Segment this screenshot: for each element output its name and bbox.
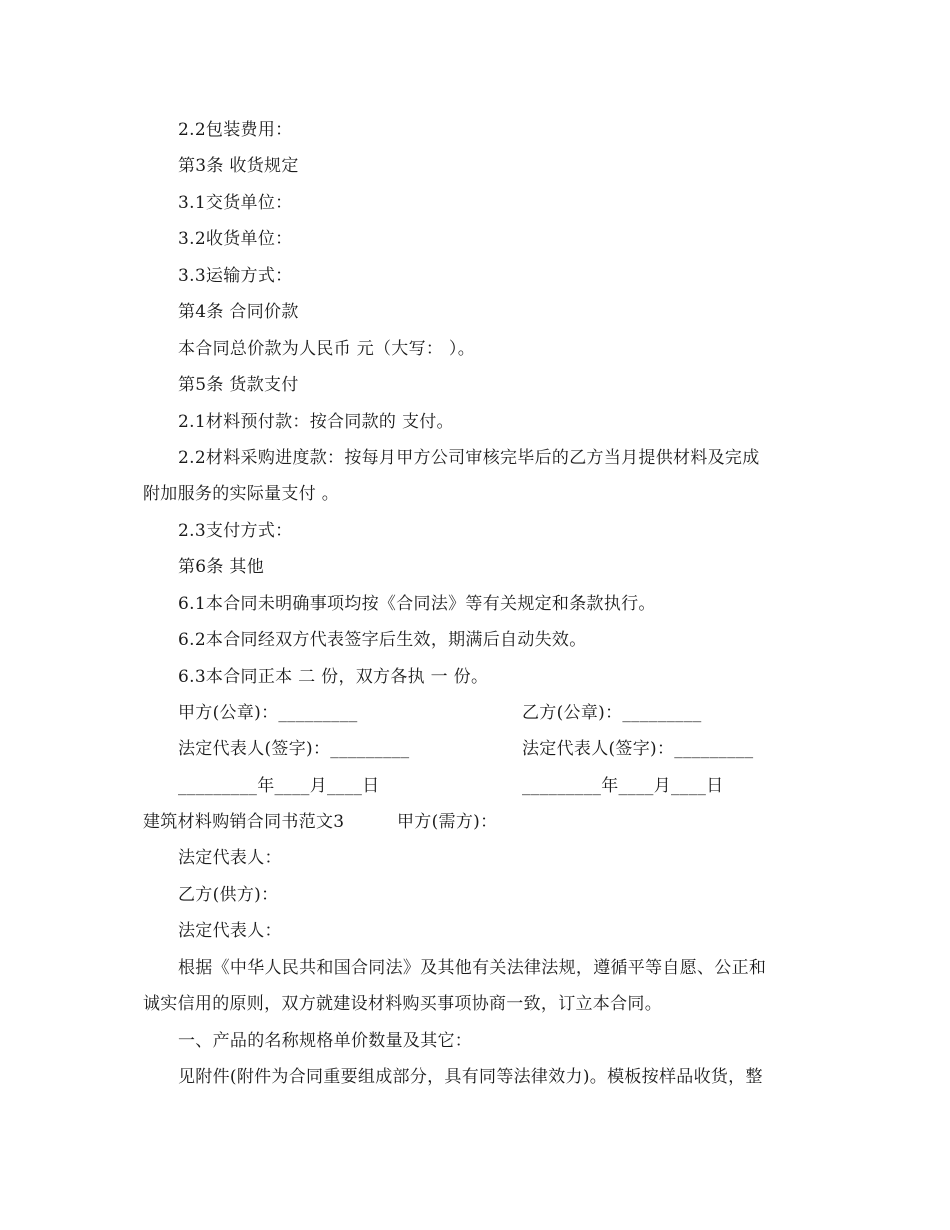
article-4-heading: 第4条 合同价款 <box>178 302 299 322</box>
clause-2-2-progress-line2: 附加服务的实际量支付 。 <box>143 484 340 504</box>
preamble-line1: 根据《中华人民共和国合同法》及其他有关法律法规，遵循平等自愿、公正和 <box>178 958 767 978</box>
total-price-clause: 本合同总价款为人民币 元（大写： ）。 <box>178 339 476 359</box>
preamble-line2: 诚实信用的原则，双方就建设材料购买事项协商一致，订立本合同。 <box>143 994 662 1014</box>
clause-3-1-delivery-unit: 3.1交货单位： <box>178 193 293 213</box>
clause-6-1: 6.1本合同未明确事项均按《合同法》等有关规定和条款执行。 <box>178 594 656 614</box>
article-5-heading: 第5条 货款支付 <box>178 375 299 395</box>
article-6-heading: 第6条 其他 <box>178 557 265 577</box>
clause-2-2-progress-line1: 2.2材料采购进度款：按每月甲方公司审核完毕后的乙方当月提供材料及完成 <box>178 448 760 468</box>
clause-3-3-transport: 3.3运输方式： <box>178 266 293 286</box>
party-b-seal: 乙方(公章)：_________ <box>522 703 702 723</box>
clause-2-1-prepayment: 2.1材料预付款：按合同款的 支付。 <box>178 412 454 432</box>
clause-6-2: 6.2本合同经双方代表签字后生效，期满后自动失效。 <box>178 630 587 650</box>
seller-label: 乙方(供方)： <box>178 885 279 905</box>
section-3-heading: 建筑材料购销合同书范文3 <box>143 812 345 832</box>
article-3-heading: 第3条 收货规定 <box>178 156 299 176</box>
party-b-representative: 法定代表人(签字)：_________ <box>522 739 754 759</box>
buyer-representative: 法定代表人： <box>178 848 282 868</box>
buyer-label: 甲方(需方)： <box>397 812 498 832</box>
seller-representative: 法定代表人： <box>178 921 282 941</box>
item-1-heading: 一、产品的名称规格单价数量及其它： <box>178 1031 473 1051</box>
clause-2-3-payment-method: 2.3支付方式： <box>178 521 293 541</box>
party-a-representative: 法定代表人(签字)：_________ <box>178 739 410 759</box>
attachment-clause-line1: 见附件(附件为合同重要组成部分，具有同等法律效力)。模板按样品收货，整 <box>178 1067 763 1087</box>
clause-6-3: 6.3本合同正本 二 份，双方各执 一 份。 <box>178 667 489 687</box>
party-a-date: _________年____月____日 <box>178 776 380 796</box>
clause-2-2-packaging: 2.2包装费用： <box>178 120 293 140</box>
party-b-date: _________年____月____日 <box>522 776 724 796</box>
party-a-seal: 甲方(公章)：_________ <box>178 703 358 723</box>
clause-3-2-receiving-unit: 3.2收货单位： <box>178 229 293 249</box>
